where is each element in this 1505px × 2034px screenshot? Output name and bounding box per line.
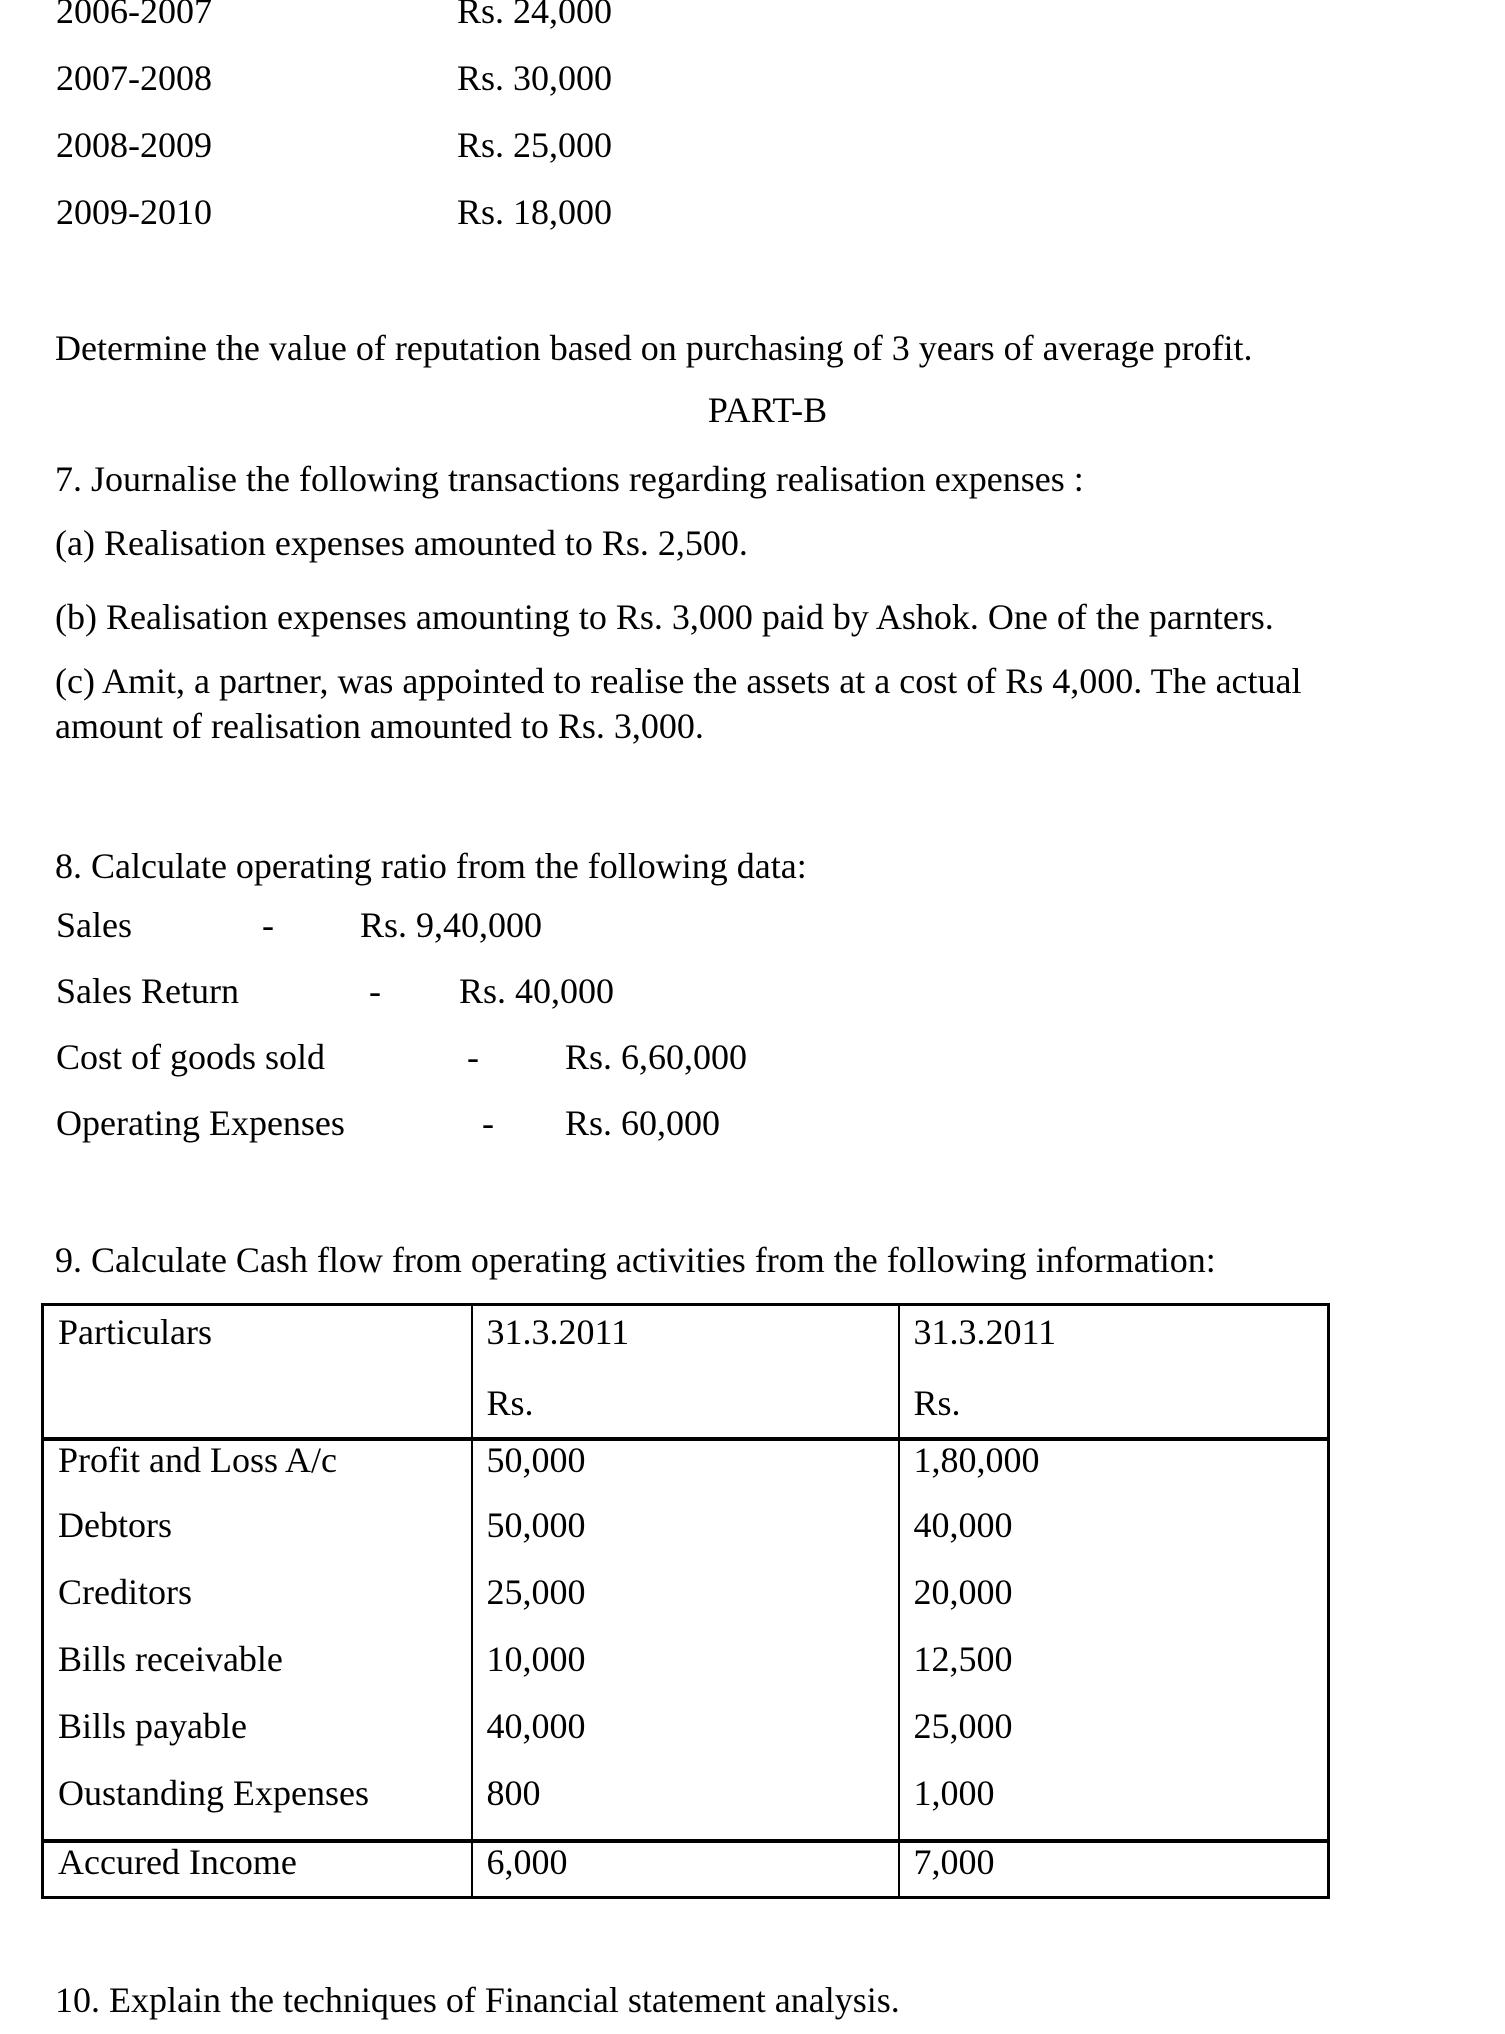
header-particulars-label: Particulars (58, 1312, 212, 1352)
table-row (43, 1506, 1329, 1573)
ratio-row (0, 907, 1505, 949)
profit-year-row (0, 191, 1505, 231)
part-b-heading: PART-B (707, 390, 828, 430)
profit-year-amount: Rs. 24,000 (457, 0, 613, 31)
ratio-dash: - (482, 1103, 494, 1143)
particulars-cell: Profit and Loss A/c (58, 1439, 337, 1480)
cash-flow-table (41, 1303, 1330, 1899)
ratio-label: Sales (56, 905, 132, 945)
ratio-label: Operating Expenses (56, 1103, 345, 1143)
determine-instruction-line: Determine the value of reputation based on purchasing of 3 years of average profit. (55, 328, 1253, 368)
particulars-cell: Debtors (58, 1505, 172, 1545)
header-col3-unit: Rs. (913, 1383, 961, 1423)
ratio-row (0, 973, 1505, 1015)
particulars-cell: Bills payable (58, 1706, 247, 1746)
table-row (43, 1707, 1329, 1774)
question-7-item-c-line-2: amount of realisation amounted to Rs. 3,000. (55, 706, 704, 746)
value-cell: 7,000 (899, 1841, 1329, 1898)
ratio-dash: - (262, 905, 274, 945)
question-7-item-a: (a) Realisation expenses amounted to Rs. 2,500. (55, 523, 748, 563)
question-7-item-b: (b) Realisation expenses amounting to Rs. 3,000 paid by Ashok. One of the parnters. (55, 597, 1274, 637)
profit-year-label: 2007-2008 (56, 58, 212, 98)
profit-year-label: 2006-2007 (56, 0, 212, 31)
value-cell: 6,000 (472, 1841, 899, 1898)
table-row (43, 1640, 1329, 1707)
profit-year-amount: Rs. 25,000 (457, 125, 613, 165)
question-10-line: 10. Explain the techniques of Financial statement analysis. (55, 1980, 900, 2020)
ratio-label: Sales Return (56, 971, 239, 1011)
header-col3-cell (899, 1305, 1329, 1439)
profit-year-label: 2008-2009 (56, 125, 212, 165)
particulars-cell: Bills receivable (58, 1639, 283, 1679)
profit-year-row (0, 124, 1505, 164)
header-col2-unit: Rs. (486, 1383, 534, 1423)
header-col2-cell (472, 1305, 899, 1439)
value-cell: 25,000 (899, 1707, 1329, 1774)
ratio-amount: Rs. 60,000 (565, 1103, 721, 1143)
ratio-amount: Rs. 6,60,000 (565, 1037, 748, 1077)
particulars-cell: Creditors (58, 1572, 192, 1612)
profit-year-amount: Rs. 30,000 (457, 58, 613, 98)
value-cell: 40,000 (899, 1506, 1329, 1573)
question-7-intro: 7. Journalise the following transactions regarding realisation expenses : (55, 459, 1084, 499)
profit-year-row (0, 0, 1505, 30)
ratio-row (0, 1039, 1505, 1081)
profit-year-amount: Rs. 18,000 (457, 192, 613, 232)
profit-year-label: 2009-2010 (56, 192, 212, 232)
question-7-item-c-line-1: (c) Amit, a partner, was appointed to realise the assets at a cost of Rs 4,000. The actual (55, 661, 1302, 701)
value-cell: 10,000 (472, 1640, 899, 1707)
table-row (43, 1573, 1329, 1640)
value-cell: 12,500 (899, 1640, 1329, 1707)
value-cell: 1,000 (899, 1774, 1329, 1841)
question-8-intro: 8. Calculate operating ratio from the following data: (55, 846, 807, 886)
profit-year-row (0, 57, 1505, 97)
table-header-row (43, 1305, 1329, 1439)
ratio-label: Cost of goods sold (56, 1037, 326, 1077)
value-cell: 1,80,000 (899, 1439, 1329, 1506)
value-cell: 40,000 (472, 1707, 899, 1774)
table-row (43, 1439, 1329, 1506)
header-col2-date: 31.3.2011 (486, 1312, 630, 1352)
table-row (43, 1774, 1329, 1841)
question-9-intro: 9. Calculate Cash flow from operating activities from the following information: (55, 1240, 1216, 1280)
particulars-cell: Accured Income (43, 1841, 472, 1898)
value-cell: 50,000 (472, 1506, 899, 1573)
ratio-dash: - (467, 1037, 479, 1077)
question-7-item-c (55, 659, 1302, 749)
value-cell: 25,000 (472, 1573, 899, 1640)
ratio-dash: - (369, 971, 381, 1011)
ratio-row (0, 1105, 1505, 1147)
particulars-cell: Oustanding Expenses (58, 1773, 369, 1813)
value-cell: 800 (472, 1774, 899, 1841)
header-particulars-cell (43, 1305, 472, 1439)
value-cell: 20,000 (899, 1573, 1329, 1640)
ratio-amount: Rs. 40,000 (459, 971, 615, 1011)
value-cell: 50,000 (472, 1439, 899, 1506)
table-footer-row (43, 1841, 1329, 1898)
ratio-amount: Rs. 9,40,000 (360, 905, 543, 945)
header-col3-date: 31.3.2011 (913, 1312, 1057, 1352)
